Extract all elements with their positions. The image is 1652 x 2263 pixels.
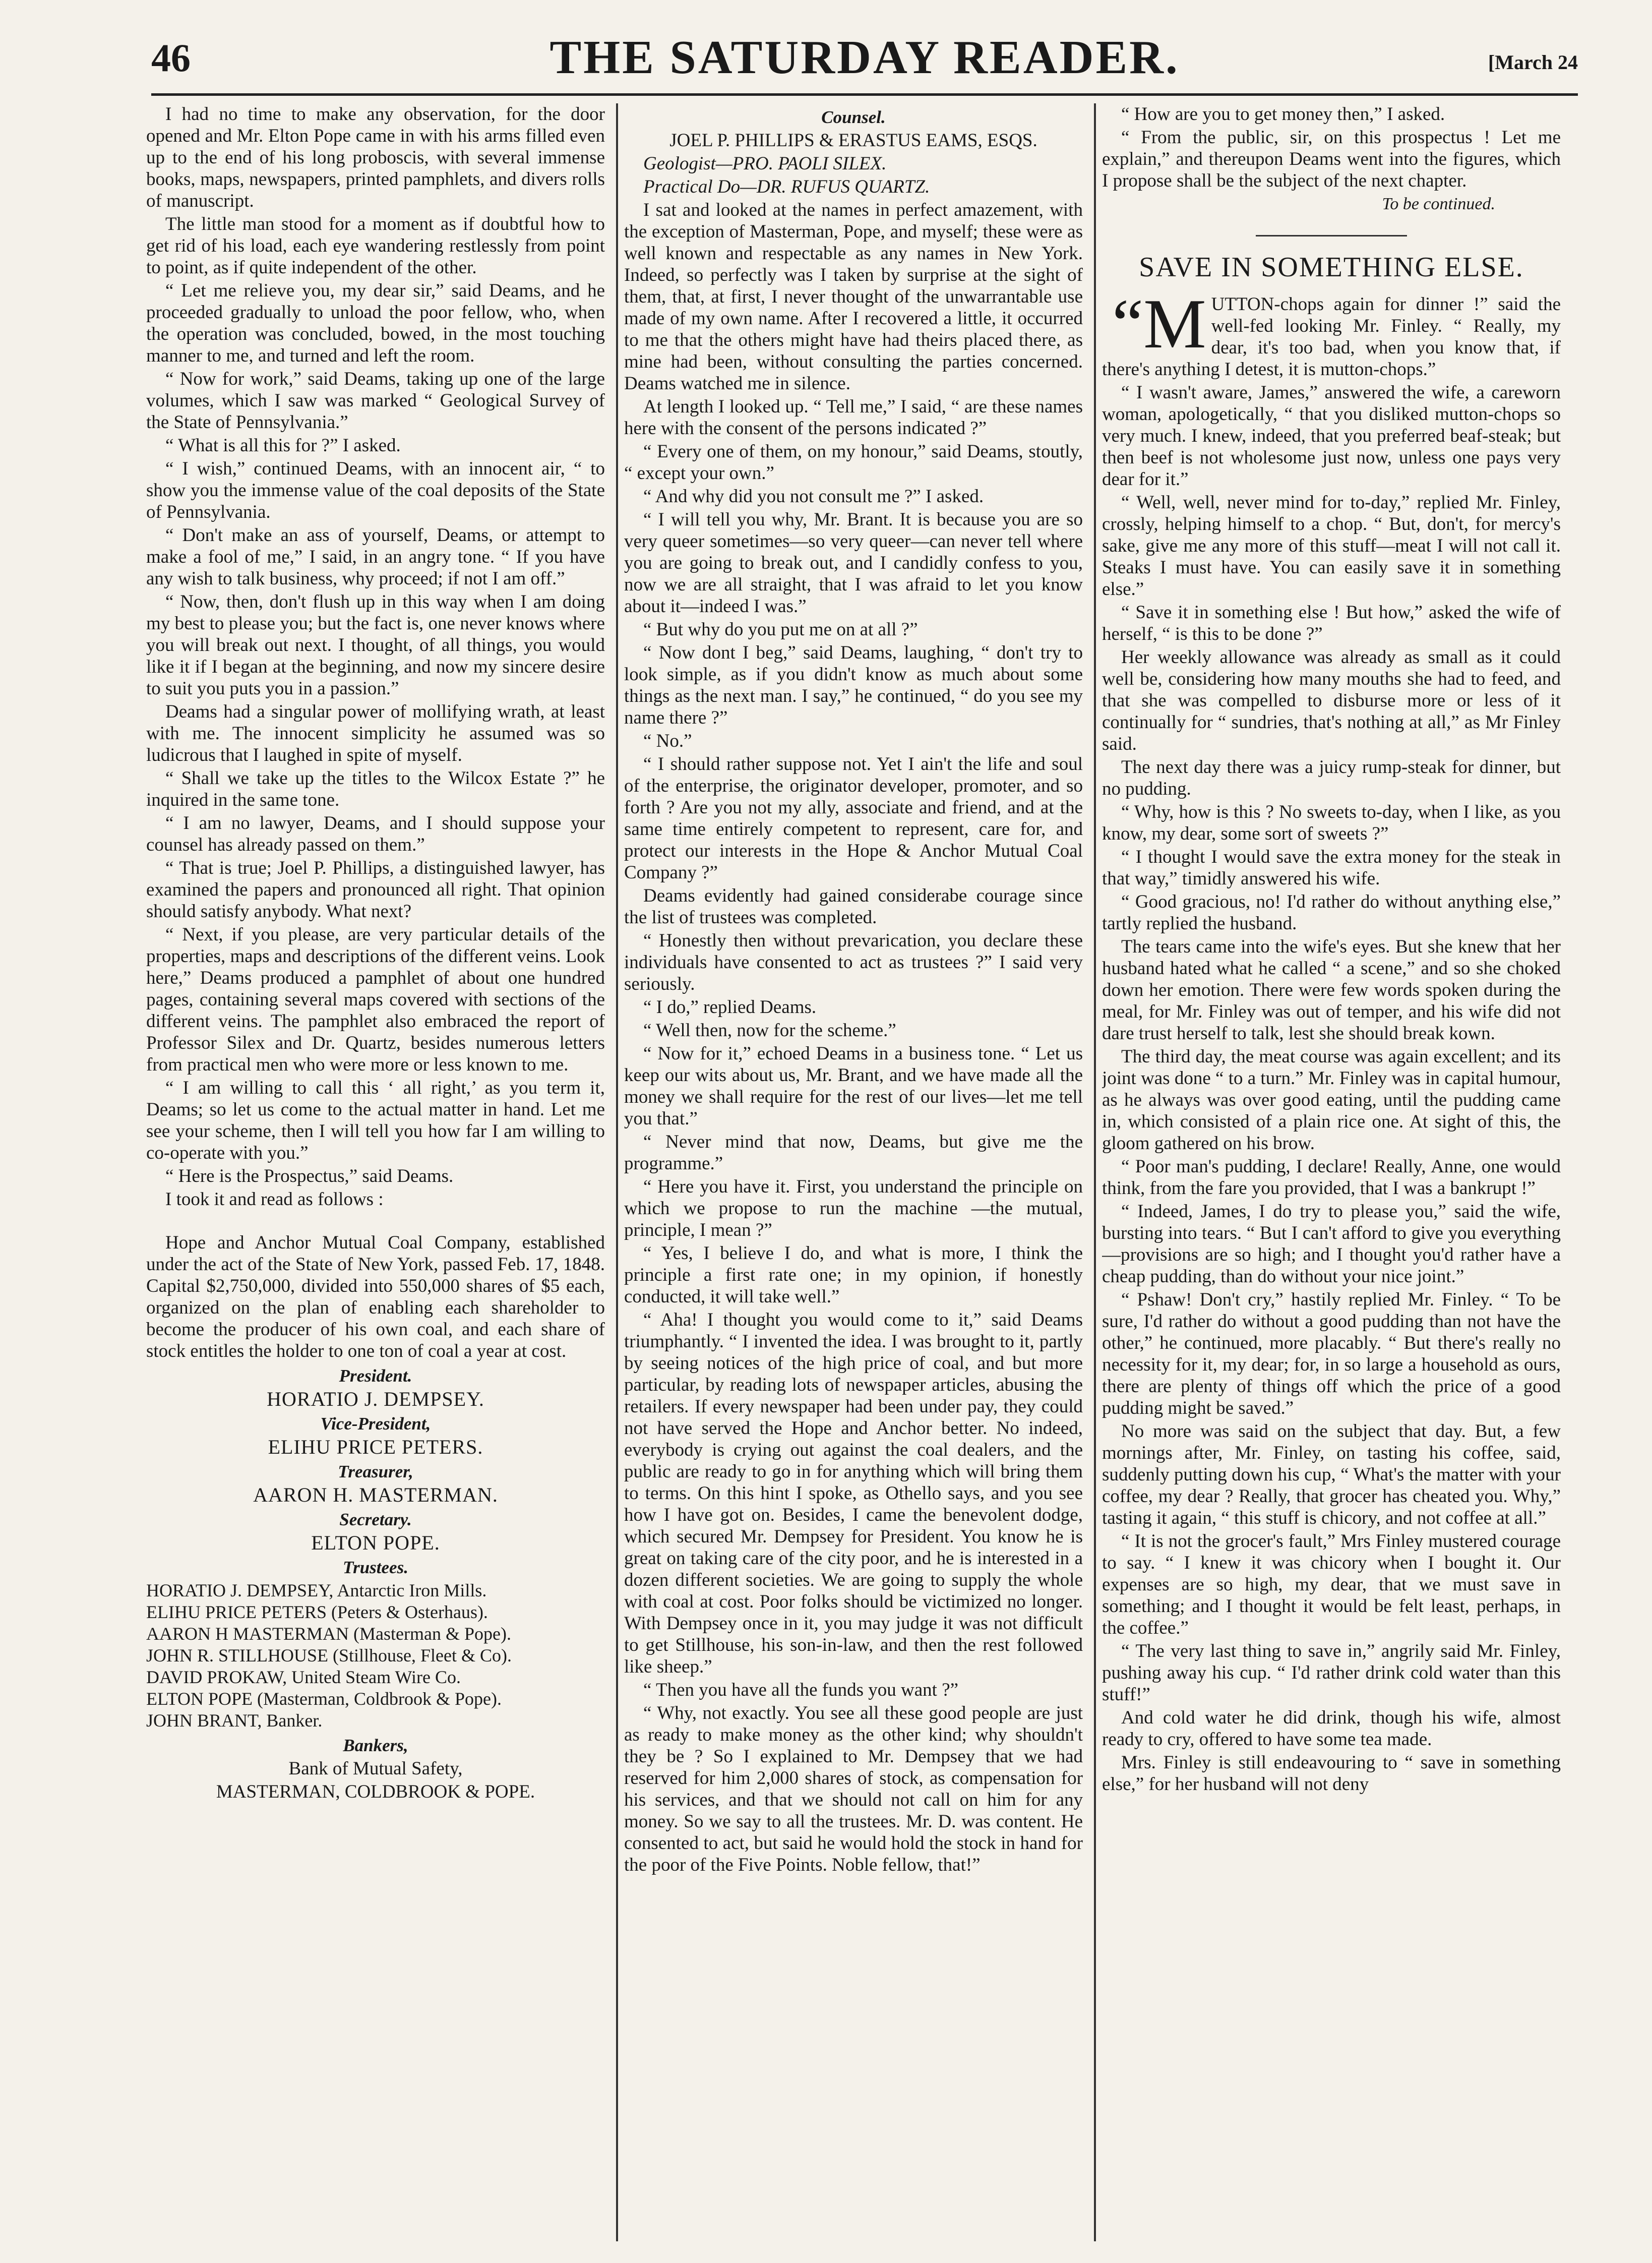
paragraph: “ Well then, now for the scheme.”: [643, 1020, 896, 1041]
geologist-line: Geologist—PRO. PAOLI SILEX.: [643, 153, 887, 174]
drop-cap: [1112, 285, 1206, 363]
paragraph: “ Now dont I beg,” said Deams, laughing, “ don't try to look simple, as if you didn't know as much about some things as the next man. I say,” he continued, “ do you see my name there ?”: [624, 642, 1083, 728]
paragraph: “ Poor man's pudding, I declare! Really, Anne, one would think, from the fare you provided, that I was a bankrupt !”: [1102, 1156, 1561, 1199]
spacer: [146, 1212, 605, 1232]
counsel-label: Counsel.: [821, 107, 886, 127]
secretary-name: ELTON POPE.: [311, 1531, 440, 1554]
secretary-label: Secretary.: [339, 1510, 412, 1529]
prospectus-text: Hope and Anchor Mutual Coal Company, established under the act of the State of New York, passed Feb. 17, 1848. Capital $2,750,000, divided into 550,000 shares of $5 each, organized on the plan of enabling each shareholder to become the producer of his own coal, and each share of stock entitles the holder to one ton of coal a year at cost.: [146, 1232, 605, 1361]
paragraph: “ And why did you not consult me ?” I asked.: [643, 486, 984, 507]
vice-president-label: Vice-President,: [320, 1414, 431, 1434]
column-divider: [1094, 103, 1096, 2241]
paragraph: “ I do,” replied Deams.: [643, 997, 817, 1018]
trustee-entry: ELTON POPE (Masterman, Coldbrook & Pope).: [146, 1689, 502, 1709]
paragraph: “ I am no lawyer, Deams, and I should suppose your counsel has already passed on them.”: [146, 813, 605, 855]
trustee-entry: AARON H MASTERMAN (Masterman & Pope).: [146, 1624, 511, 1644]
paragraph: “ Now, then, don't flush up in this way when I am doing my best to please you; but the fact is, one never knows where you will break out next. I thought, of all things, you would like it if I began at the beginning, and now my sincere desire to suit you puts you in a passion.”: [146, 591, 605, 699]
paragraph: The next day there was a juicy rump-steak for dinner, but no pudding.: [1102, 757, 1561, 799]
paragraph: “ Every one of them, on my honour,” said Deams, stoutly, “ except your own.”: [624, 441, 1083, 484]
president-name: HORATIO J. DEMPSEY.: [267, 1388, 484, 1410]
bankers-line: Bank of Mutual Safety,: [288, 1758, 463, 1779]
paragraph: I sat and looked at the names in perfect amazement, with the exception of Masterman, Pope, and myself; these were as well known and respectable as any names in New York. Indeed, so perfectly was I taken by surprise at the sight of them, that, at first, I never thought of the unwarrantable use made of my own name. After I recovered a little, it occurred to me that the others might have had theirs placed there, as mine had been, without consulting the parties concerned. Deams watched me in silence.: [624, 200, 1083, 394]
section-divider: [1256, 235, 1407, 236]
vice-president-name: ELIHU PRICE PETERS.: [268, 1436, 483, 1458]
counsel-names: JOEL P. PHILLIPS & ERASTUS EAMS, ESQS.: [669, 130, 1037, 151]
paragraph: “ Good gracious, no! I'd rather do without anything else,” tartly replied the husband.: [1102, 891, 1561, 934]
drop-cap-quote: “: [1112, 285, 1144, 363]
paragraph: “ Aha! I thought you would come to it,” said Deams triumphantly. “ I invented the idea. I was brought to it, partly by seeing notices of the high price of coal, and but more particular, by reading lots of newspaper articles, abusing the retailers. If every newspaper had been under pay, they could not have served the Hope and Anchor better. No indeed, everybody is crying out against the coal dealers, and the public are ready to go in for anything which will bring them to terms. On this hint I spoke, as Othello says, and you see how I have got on. Besides, I came the benevolent dodge, which secured Mr. Dempsey for President. You know he is great on taking care of the city poor, and he is interested in a dozen different societies. We are going to supply the whole with coal at cost. Poor folks should be victimized no longer. With Dempsey once in it, you may judge it was not difficult to get Stillhouse, his son-in-law, and then the rest followed like sheep.”: [624, 1309, 1083, 1677]
column-1: [146, 103, 605, 2246]
masthead-title: THE SATURDAY READER.: [549, 31, 1180, 84]
paragraph: The third day, the meat course was again excellent; and its joint was done “ to a turn.” Mr. Finley was in capital humour, as he always was over good eating, until the pudding came in, which consisted of a plain rice one. At sight of this, the gloom gathered on his brow.: [1102, 1046, 1561, 1154]
paragraph: And cold water he did drink, though his wife, almost ready to cry, offered to have some tea made.: [1102, 1707, 1561, 1750]
header-rule: [151, 93, 1578, 96]
treasurer-label: Treasurer,: [338, 1462, 413, 1481]
paragraph: “ Don't make an ass of yourself, Deams, or attempt to make a fool of me,” I said, in an angry tone. “ If you have any wish to talk business, why proceed; if not I am off.”: [146, 525, 605, 589]
bankers-line: MASTERMAN, COLDBROOK & POPE.: [216, 1781, 535, 1802]
paragraph: “ That is true; Joel P. Phillips, a distinguished lawyer, has examined the papers and pronounced all right. That opinion should satisfy anybody. What next?: [146, 858, 605, 922]
paragraph: “ Here you have it. First, you understand the principle on which we propose to run the machine —the mutual, principle, I mean ?”: [624, 1176, 1083, 1240]
article-title: SAVE IN SOMETHING ELSE.: [1139, 252, 1524, 283]
paragraph: “ I should rather suppose not. Yet I ain't the life and soul of the enterprise, the originator developer, promoter, and so forth ? Are you not my ally, associate and friend, and at the same time entirely competent to represent, care for, and protect our interests in the Hope & Anchor Mutual Coal Company ?”: [624, 754, 1083, 883]
paragraph: At length I looked up. “ Tell me,” I said, “ are these names here with the consent of the persons indicated ?”: [624, 396, 1083, 439]
paragraph: “ Never mind that now, Deams, but give me the programme.”: [624, 1132, 1083, 1174]
practical-line: Practical Do—DR. RUFUS QUARTZ.: [643, 176, 930, 197]
trustees-label: Trustees.: [343, 1558, 408, 1577]
paragraph: “ Now for it,” echoed Deams in a business tone. “ Let us keep our wits about us, Mr. Brant, and we have made all the money we shall require for the rest of our lives—let me tell you that.”: [624, 1043, 1083, 1129]
paragraph: “ Indeed, James, I do try to please you,” said the wife, bursting into tears. “ But I can't afford to give you everything—provisions are so high; and I thought you'd rather have a cheap pudding, than do without your nice joint.”: [1102, 1201, 1561, 1287]
drop-cap-letter: M: [1143, 285, 1206, 363]
paragraph: “ How are you to get money then,” I asked.: [1121, 104, 1445, 125]
paragraph: “ Next, if you please, are very particular details of the properties, maps and descriptions of the different veins. Look here,” Deams produced a pamphlet of about one hundred pages, containing several maps covered with sections of the different veins. The pamphlet also embraced the report of Professor Silex and Dr. Quartz, besides numerous letters from practical men who were more or less known to me.: [146, 924, 605, 1075]
paragraph: “ Yes, I believe I do, and what is more, I think the principle a first rate one; in my opinion, if honestly conducted, it will take well.”: [624, 1243, 1083, 1307]
paragraph: Her weekly allowance was already as small as it could well be, considering how many mouths she had to feed, and that she was compelled to disburse more or less of it continually for “ sundries, that's nothing at all,” as Mr Finley said.: [1102, 647, 1561, 754]
trustee-entry: ELIHU PRICE PETERS (Peters & Osterhaus).: [146, 1602, 488, 1622]
opening-text: UTTON-chops again for dinner !” said the well-fed looking Mr. Finley. “ Really, my dear, it's too bad, when you know that, if there's anything I detest, it is mutton-chops.”: [1102, 294, 1561, 380]
paragraph: The little man stood for a moment as if doubtful how to get rid of his load, each eye wandering restlessly from point to point, as if quite independent of the other.: [146, 214, 605, 278]
paragraph: “ I thought I would save the extra money for the steak in that way,” timidly answered his wife.: [1102, 847, 1561, 889]
trustee-entry: DAVID PROKAW, United Steam Wire Co.: [146, 1667, 461, 1687]
paragraph: “ Let me relieve you, my dear sir,” said Deams, and he proceeded gradually to unload the poor fellow, who, when the operation was concluded, bowed, in the most touching manner to me, and turned and left the room.: [146, 280, 605, 366]
paragraph: “ I am willing to call this ‘ all right,’ as you term it, Deams; so let us come to the actual matter in hand. Let me see your scheme, then I will tell you how far I am willing to co-operate with you.”: [146, 1078, 605, 1163]
paragraph: “ The very last thing to save in,” angrily said Mr. Finley, pushing away his cup. “ I'd rather drink cold water than this stuff!”: [1102, 1641, 1561, 1705]
treasurer-name: AARON H. MASTERMAN.: [253, 1483, 498, 1506]
column-2: [624, 103, 1083, 2246]
paragraph: The tears came into the wife's eyes. But she knew that her husband hated what he called “ a scene,” and so she choked down her emotion. There were few words spoken during the meal, for Mr. Finley was out of temper, and his wife did not dare trust herself to talk, lest she should break kown.: [1102, 936, 1561, 1044]
paragraph: “ Why, how is this ? No sweets to-day, when I like, as you know, my dear, some sort of sweets ?”: [1102, 802, 1561, 844]
issue-date: [March 24: [1488, 51, 1578, 74]
paragraph: Deams had a singular power of mollifying wrath, at least with me. The innocent simplicity he assumed was so ludicrous that I laughed in spite of myself.: [146, 701, 605, 765]
paragraph: “ Honestly then without prevarication, you declare these individuals have consented to act as trustees ?” I said very seriously.: [624, 930, 1083, 994]
column-divider: [616, 103, 618, 2241]
paragraph: “ I will tell you why, Mr. Brant. It is because you are so very queer sometimes—so very queer—can never tell where you are going to break out, and I candidly confess to you, now we are all straight, that I was afraid to let you know about it—indeed I was.”: [624, 509, 1083, 617]
trustee-entry: JOHN R. STILLHOUSE (Stillhouse, Fleet & Co).: [146, 1645, 512, 1665]
paragraph: “ Now for work,” said Deams, taking up one of the large volumes, which I saw was marked “ Geological Survey of the State of Pennsylvania.”: [146, 369, 605, 433]
trustee-entry: HORATIO J. DEMPSEY, Antarctic Iron Mills.: [146, 1580, 487, 1600]
paragraph: I had no time to make any observation, for the door opened and Mr. Elton Pope came in with his arms filled even up to the end of his long proboscis, with several immense books, maps, newspapers, printed pamphlets, and divers rolls of manuscript.: [146, 104, 605, 211]
column-3: [1102, 103, 1561, 2246]
paragraph: “ It is not the grocer's fault,” Mrs Finley mustered courage to say. “ I knew it was chicory when I bought it. Our expenses are so high, my dear, that we must save in something; and I thought it would be felt least, perhaps, in the coffee.”: [1102, 1531, 1561, 1638]
trustee-entry: JOHN BRANT, Banker.: [146, 1710, 323, 1731]
paragraph: “ I wish,” continued Deams, with an innocent air, “ to show you the immense value of the coal deposits of the State of Pennsylvania.: [146, 458, 605, 522]
page-header: [151, 30, 1578, 91]
article-opening-paragraph: [1102, 285, 1561, 380]
paragraph: “ Why, not exactly. You see all these good people are just as ready to make money as the other kind; why shouldn't they be ? So I explained to Mr. Dempsey that we had reserved for him 2,000 shares of stock, as compensation for his services, and that we should not call on him for any money. So we say to all the trustees. Mr. D. was content. He consented to act, but said he would hold the stock in hand for the poor of the Five Points. Noble fellow, that!”: [624, 1703, 1083, 1875]
paragraph: “ From the public, sir, on this prospectus ! Let me explain,” and thereupon Deams went into the figures, which I propose shall be the subject of the next chapter.: [1102, 127, 1561, 191]
page-number: 46: [151, 36, 191, 80]
paragraph: “ But why do you put me on at all ?”: [643, 619, 918, 640]
paragraph: Deams evidently had gained considerabe courage since the list of trustees was completed.: [624, 885, 1083, 928]
paragraph: “ No.”: [643, 731, 692, 751]
paragraph: “ Pshaw! Don't cry,” hastily replied Mr. Finley. “ To be sure, I'd rather do without a good pudding than not have the other,” he continued, more placably. “ But there's really no necessity for it, my dear; for, in so large a household as ours, there are plenty of things off which the price of a good pudding might be saved.”: [1102, 1289, 1561, 1418]
paragraph: “ Save it in something else ! But how,” asked the wife of herself, “ is this to be done ?”: [1102, 602, 1561, 644]
bankers-label: Bankers,: [343, 1736, 408, 1755]
to-be-continued: To be continued.: [1382, 195, 1495, 213]
paragraph: “ Shall we take up the titles to the Wilcox Estate ?” he inquired in the same tone.: [146, 768, 605, 810]
paragraph: “ Well, well, never mind for to-day,” replied Mr. Finley, crossly, helping himself to a chop. “ But, don't, for mercy's sake, give me any more of this stuff—meat I will not call it. Steaks I must have. You can easily save it in something else.”: [1102, 492, 1561, 600]
president-label: President.: [339, 1366, 412, 1386]
paragraph: “ I wasn't aware, James,” answered the wife, a careworn woman, apologetically, “ that you disliked mutton-chops so very much. I knew, indeed, that you preferred beaf-steak; but then beef is not wholesome just now, unless one pays very dear for it.”: [1102, 382, 1561, 490]
paragraph: “ Here is the Prospectus,” said Deams.: [165, 1166, 454, 1186]
paragraph: “ What is all this for ?” I asked.: [165, 435, 401, 456]
paragraph: “ Then you have all the funds you want ?”: [643, 1680, 959, 1700]
paragraph: Mrs. Finley is still endeavouring to “ save in something else,” for her husband will not deny: [1102, 1752, 1561, 1795]
paragraph: I took it and read as follows :: [165, 1189, 384, 1210]
paragraph: No more was said on the subject that day. But, a few mornings after, Mr. Finley, on tasting his coffee, said, suddenly putting down his cup, “ What's the matter with your coffee, my dear ? Really, that grocer has cheated you. Why,” tasting it again, “ this stuff is chicory, and not coffee at all.”: [1102, 1421, 1561, 1528]
